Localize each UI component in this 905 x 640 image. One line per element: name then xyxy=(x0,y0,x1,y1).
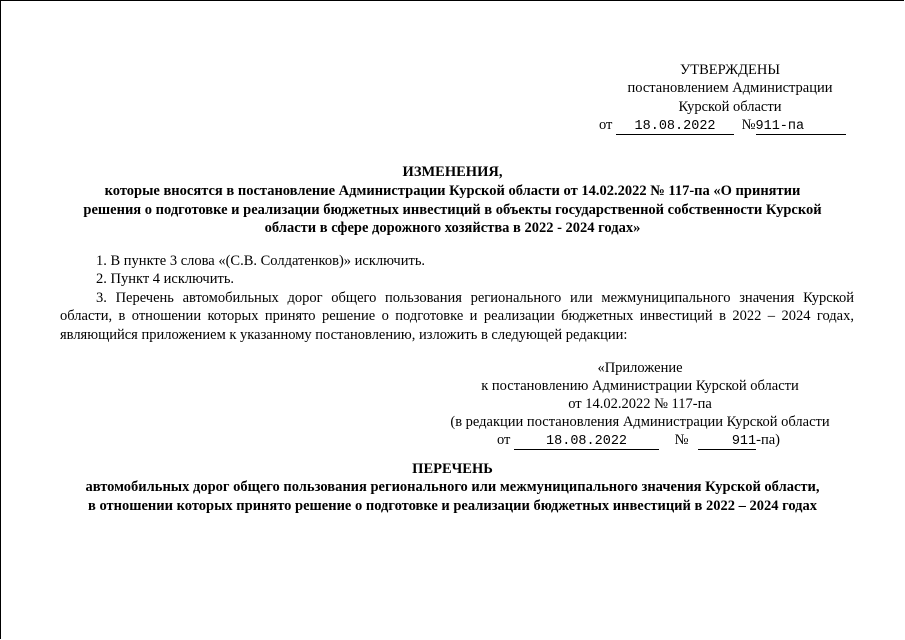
heading-line: области в сфере дорожного хозяйства в 2022 - 2024 годах» xyxy=(264,220,641,236)
appendix-line: от 14.02.2022 № 117-па xyxy=(568,396,712,412)
list-title: ПЕРЕЧЕНЬ xyxy=(412,461,493,477)
paragraph-1: 1. В пункте 3 слова «(С.В. Солдатенков)» исключить. xyxy=(96,253,426,269)
appendix-line: к постановлению Администрации Курской области xyxy=(481,378,799,394)
list-heading-line: автомобильных дорог общего пользования регионального или межмуниципального значения Курской области, xyxy=(85,479,820,495)
paragraph-3-line: 3. Перечень автомобильных дорог общего пользования регионального или межмуниципального значения Курской xyxy=(96,290,854,306)
approval-line: постановлением Администрации xyxy=(627,80,833,96)
from-label: от xyxy=(599,117,613,133)
number-label: № xyxy=(674,432,689,448)
appendix-date-line xyxy=(497,431,780,450)
approval-title: УТВЕРЖДЕНЫ xyxy=(679,62,781,78)
appendix-line: (в редакции постановления Администрации Курской области xyxy=(450,414,830,430)
approval-date: 18.08.2022 xyxy=(616,119,734,135)
approval-date-line xyxy=(599,116,846,135)
appendix-line: «Приложение xyxy=(597,360,683,376)
paragraph-3-line: являющийся приложением к указанному постановлению, изложить в следующей редакции: xyxy=(60,327,628,343)
paragraph-2: 2. Пункт 4 исключить. xyxy=(96,271,235,287)
number-label: № xyxy=(741,117,756,133)
from-label: от xyxy=(497,432,511,448)
heading-line: которые вносятся в постановление Администрации Курской области от 14.02.2022 № 117-па «О принятии xyxy=(104,183,801,199)
appendix-number: 911 xyxy=(698,434,756,450)
heading-line: решения о подготовке и реализации бюджетных инвестиций в объекты государственной собственности Курской xyxy=(83,202,822,218)
approval-line: Курской области xyxy=(678,99,782,115)
heading-title: ИЗМЕНЕНИЯ, xyxy=(402,164,503,180)
paragraph-3-line: области, в отношении которых принято решение о подготовке и реализации бюджетных инвестиций в 2022 – 2024 годах, xyxy=(60,308,854,324)
appendix-date: 18.08.2022 xyxy=(514,434,659,450)
number-suffix: -па) xyxy=(756,432,780,448)
approval-number: 911-па xyxy=(756,119,846,135)
list-heading-line: в отношении которых принято решение о подготовке и реализации бюджетных инвестиций в 2022 – 2024 годах xyxy=(88,498,817,514)
